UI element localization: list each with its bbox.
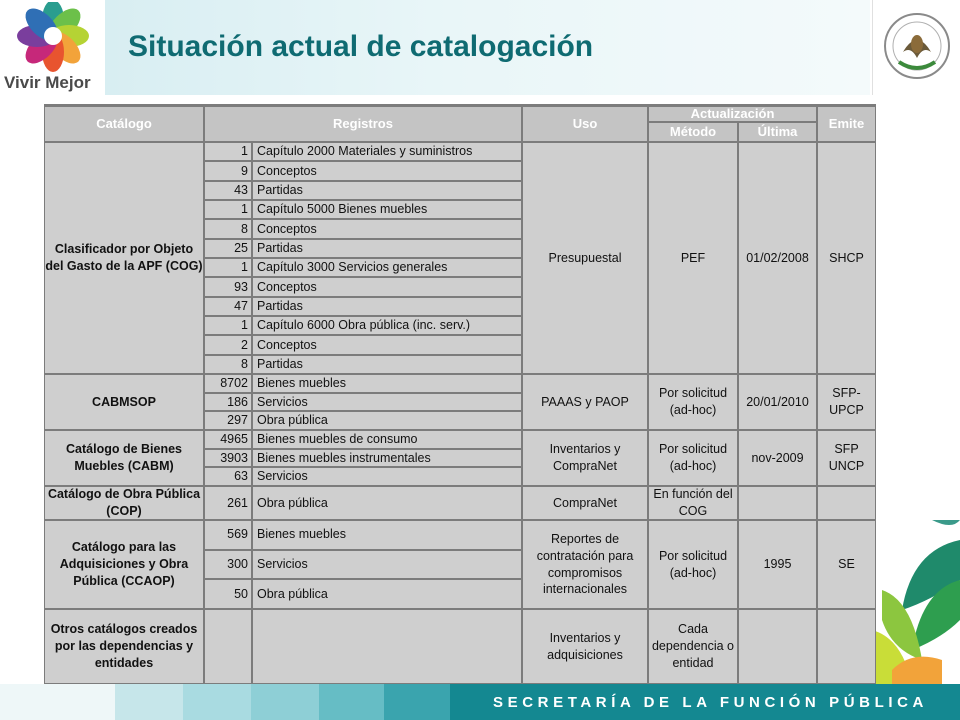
footer bbox=[0, 684, 960, 720]
registro-label: Bienes muebles instrumentales bbox=[253, 450, 521, 467]
registro-label: Capítulo 2000 Materiales y suministros bbox=[253, 143, 521, 160]
registro-label: Conceptos bbox=[253, 278, 521, 295]
ultima-cell bbox=[739, 610, 816, 683]
header-metodo: Método bbox=[649, 123, 737, 141]
registro-label: Conceptos bbox=[253, 336, 521, 353]
uso-cell: CompraNet bbox=[523, 487, 647, 519]
registro-count bbox=[205, 610, 251, 683]
vivir-mejor-logo bbox=[0, 0, 105, 95]
registro-label: Bienes muebles bbox=[253, 521, 521, 549]
metodo-cell: Por solicitud (ad-hoc) bbox=[649, 521, 737, 608]
metodo-cell: En función del COG bbox=[649, 487, 737, 519]
eagle-seal-icon bbox=[881, 8, 953, 86]
registro-label: Bienes muebles bbox=[253, 375, 521, 392]
registro-label: Capítulo 6000 Obra pública (inc. serv.) bbox=[253, 317, 521, 334]
registro-count: 47 bbox=[205, 298, 251, 315]
logo-text: Vivir Mejor bbox=[4, 73, 91, 92]
uso-cell: Inventarios y adquisiciones bbox=[523, 610, 647, 683]
catalog-name: Catálogo para las Adquisiciones y Obra Pública (CCAOP) bbox=[45, 521, 203, 608]
catalog-name: Clasificador por Objeto del Gasto de la APF (COG) bbox=[45, 143, 203, 373]
footer-text: SECRETARÍA DE LA FUNCIÓN PÚBLICA bbox=[493, 694, 928, 711]
registro-count: 50 bbox=[205, 580, 251, 608]
registro-label: Partidas bbox=[253, 182, 521, 199]
registro-count: 8 bbox=[205, 220, 251, 237]
registro-count: 1 bbox=[205, 143, 251, 160]
header-registros: Registros bbox=[205, 107, 521, 141]
registro-label: Servicios bbox=[253, 394, 521, 411]
ultima-cell: nov-2009 bbox=[739, 431, 816, 485]
mexico-seal bbox=[872, 0, 960, 95]
registro-label: Obra pública bbox=[253, 487, 521, 519]
registro-count: 300 bbox=[205, 551, 251, 579]
catalog-name: Catálogo de Bienes Muebles (CABM) bbox=[45, 431, 203, 485]
registro-count: 186 bbox=[205, 394, 251, 411]
registro-count: 297 bbox=[205, 412, 251, 429]
registro-count: 63 bbox=[205, 468, 251, 485]
metodo-cell: Por solicitud (ad-hoc) bbox=[649, 375, 737, 429]
registro-label: Partidas bbox=[253, 298, 521, 315]
uso-cell: PAAAS y PAOP bbox=[523, 375, 647, 429]
registro-count: 261 bbox=[205, 487, 251, 519]
header-uso: Uso bbox=[523, 107, 647, 141]
registro-count: 9 bbox=[205, 162, 251, 179]
registro-count: 3903 bbox=[205, 450, 251, 467]
registro-count: 1 bbox=[205, 201, 251, 218]
header-ultima: Última bbox=[739, 123, 816, 141]
emite-cell bbox=[818, 610, 875, 683]
catalog-name: Otros catálogos creados por las dependencias y entidades bbox=[45, 610, 203, 683]
registro-count: 93 bbox=[205, 278, 251, 295]
decorative-leaves bbox=[872, 520, 960, 684]
metodo-cell: Por solicitud (ad-hoc) bbox=[649, 431, 737, 485]
registro-count: 8 bbox=[205, 356, 251, 373]
registro-count: 25 bbox=[205, 240, 251, 257]
metodo-cell: Cada dependencia o entidad bbox=[649, 610, 737, 683]
registro-label: Obra pública bbox=[253, 412, 521, 429]
emite-cell: SE bbox=[818, 521, 875, 608]
registro-count: 2 bbox=[205, 336, 251, 353]
header-emite: Emite bbox=[818, 107, 875, 141]
registro-label: Obra pública bbox=[253, 580, 521, 608]
registro-count: 1 bbox=[205, 317, 251, 334]
registro-label: Bienes muebles de consumo bbox=[253, 431, 521, 448]
registro-label: Servicios bbox=[253, 551, 521, 579]
emite-cell: SFP-UPCP bbox=[818, 375, 875, 429]
ultima-cell: 1995 bbox=[739, 521, 816, 608]
registro-label: Capítulo 3000 Servicios generales bbox=[253, 259, 521, 276]
page-title: Situación actual de catalogación bbox=[128, 30, 594, 63]
emite-cell: SFP UNCP bbox=[818, 431, 875, 485]
registro-count: 8702 bbox=[205, 375, 251, 392]
emite-cell bbox=[818, 487, 875, 519]
registro-count: 4965 bbox=[205, 431, 251, 448]
registro-label: Capítulo 5000 Bienes muebles bbox=[253, 201, 521, 218]
registro-count: 569 bbox=[205, 521, 251, 549]
registro-label: Conceptos bbox=[253, 220, 521, 237]
registro-label: Partidas bbox=[253, 356, 521, 373]
metodo-cell: PEF bbox=[649, 143, 737, 373]
registro-label bbox=[253, 610, 521, 683]
ultima-cell: 20/01/2010 bbox=[739, 375, 816, 429]
flower-icon bbox=[13, 2, 93, 74]
header-actualizacion: Actualización bbox=[649, 107, 816, 121]
catalog-table bbox=[44, 104, 876, 684]
registro-label: Servicios bbox=[253, 468, 521, 485]
footer-bar bbox=[450, 684, 960, 720]
catalog-name: Catálogo de Obra Pública (COP) bbox=[45, 487, 203, 519]
registro-label: Conceptos bbox=[253, 162, 521, 179]
registro-count: 1 bbox=[205, 259, 251, 276]
header-catalogo: Catálogo bbox=[45, 107, 203, 141]
emite-cell: SHCP bbox=[818, 143, 875, 373]
catalog-name: CABMSOP bbox=[45, 375, 203, 429]
ultima-cell bbox=[739, 487, 816, 519]
uso-cell: Inventarios y CompraNet bbox=[523, 431, 647, 485]
registro-count: 43 bbox=[205, 182, 251, 199]
ultima-cell: 01/02/2008 bbox=[739, 143, 816, 373]
registro-label: Partidas bbox=[253, 240, 521, 257]
uso-cell: Reportes de contratación para compromisos internacionales bbox=[523, 521, 647, 608]
uso-cell: Presupuestal bbox=[523, 143, 647, 373]
